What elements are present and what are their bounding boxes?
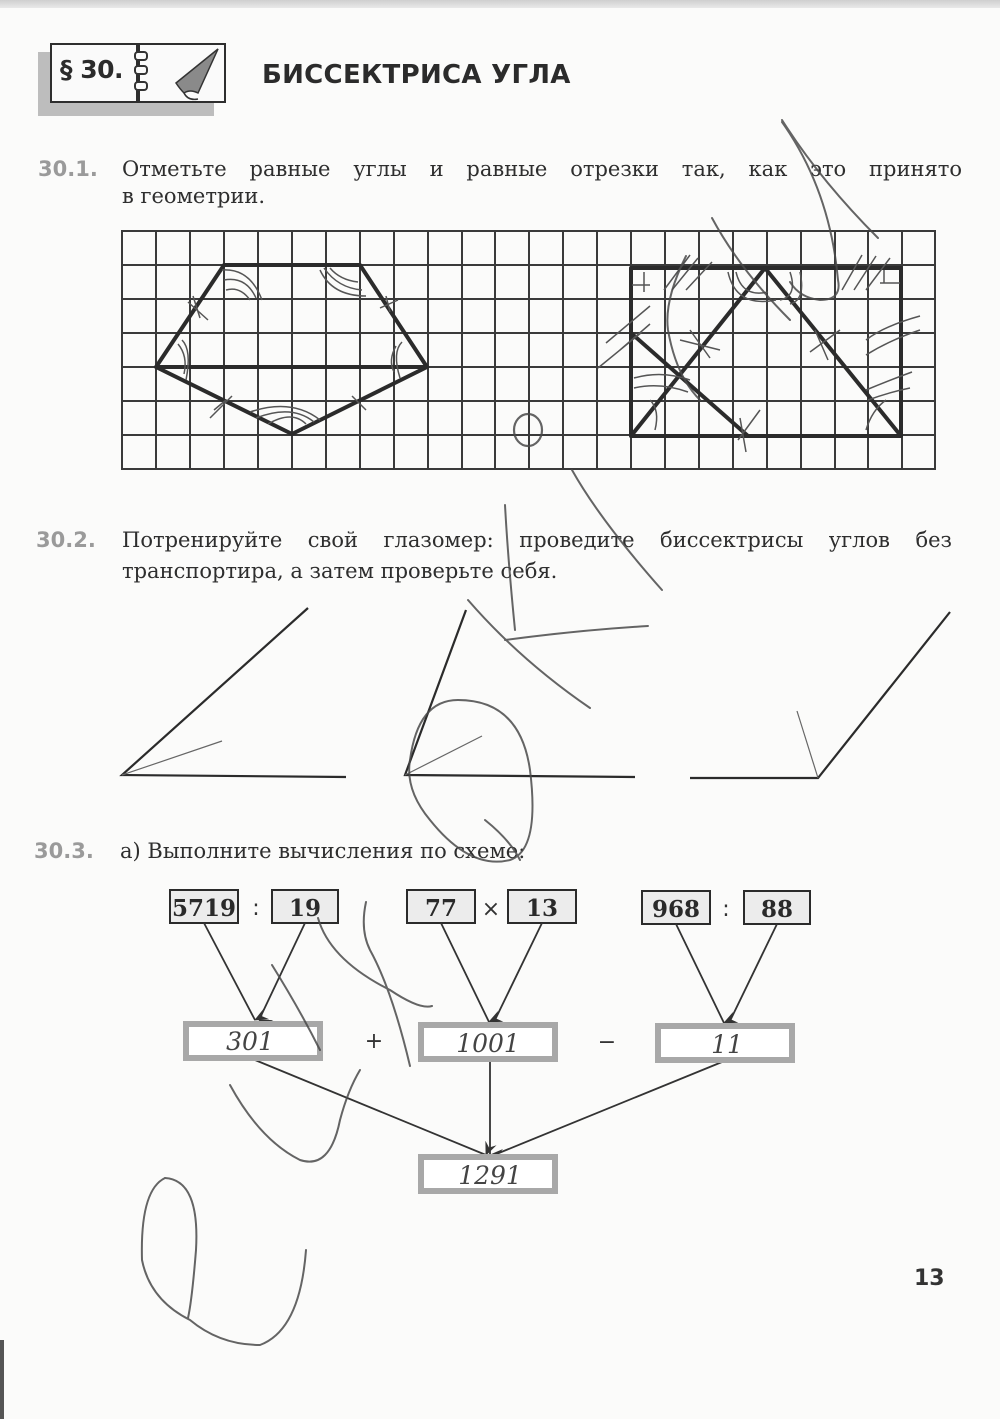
- operand-value: 19: [288, 895, 322, 922]
- operand-value: 13: [525, 895, 559, 922]
- angle-1: [122, 608, 346, 777]
- result-box: [421, 1157, 555, 1191]
- exercise-number: 30.2.: [36, 528, 96, 552]
- calc-scheme: [170, 890, 810, 1191]
- section-label: § 30.: [60, 55, 123, 84]
- operator-sign: −: [597, 1030, 617, 1055]
- operand-value: 77: [424, 895, 458, 922]
- operand-value: 88: [760, 896, 794, 923]
- operand-box: [744, 891, 810, 924]
- operand-box: [508, 890, 576, 923]
- answer-box: [421, 1025, 555, 1059]
- operand-value: 968: [651, 896, 701, 923]
- answer-value: 11: [711, 1030, 743, 1059]
- operand-box: [642, 891, 710, 924]
- operand-value: 5719: [171, 895, 237, 922]
- exercise-text-line: в геометрии.: [122, 184, 266, 208]
- page-number: 13: [914, 1266, 945, 1291]
- angle-figures: [122, 608, 950, 778]
- operator-sign: ×: [481, 897, 501, 922]
- exercise-number: 30.3.: [34, 839, 94, 863]
- answer-box: [658, 1026, 792, 1060]
- result-value: 1291: [458, 1161, 522, 1190]
- exercise-text-line: Потренируйте свой глазомер: проведите биссектрисы углов без: [122, 528, 952, 552]
- exercise-number: 30.1.: [38, 157, 98, 181]
- answer-value: 301: [226, 1027, 274, 1056]
- operator-sign: :: [252, 896, 260, 921]
- operand-box: [170, 890, 238, 923]
- page-title: БИССЕКТРИСА УГЛА: [262, 60, 571, 90]
- exercise-text-line: транспортира, а затем проверьте себя.: [122, 559, 558, 583]
- answer-box: [186, 1024, 320, 1058]
- angle-2: [405, 610, 635, 777]
- pencil-bisectors: [122, 711, 818, 778]
- answer-value: 1001: [456, 1029, 520, 1058]
- operator-sign: +: [364, 1029, 384, 1054]
- operator-sign: :: [722, 897, 730, 922]
- exercise-text-line: а) Выполните вычисления по схеме:: [120, 839, 526, 863]
- pencil-marks-rectangle: [598, 255, 920, 452]
- angle-3: [690, 612, 950, 778]
- operand-box: [272, 890, 338, 923]
- operand-box: [407, 890, 475, 923]
- exercise-text-line: Отметьте равные углы и равные отрезки так, как это принято: [122, 157, 962, 181]
